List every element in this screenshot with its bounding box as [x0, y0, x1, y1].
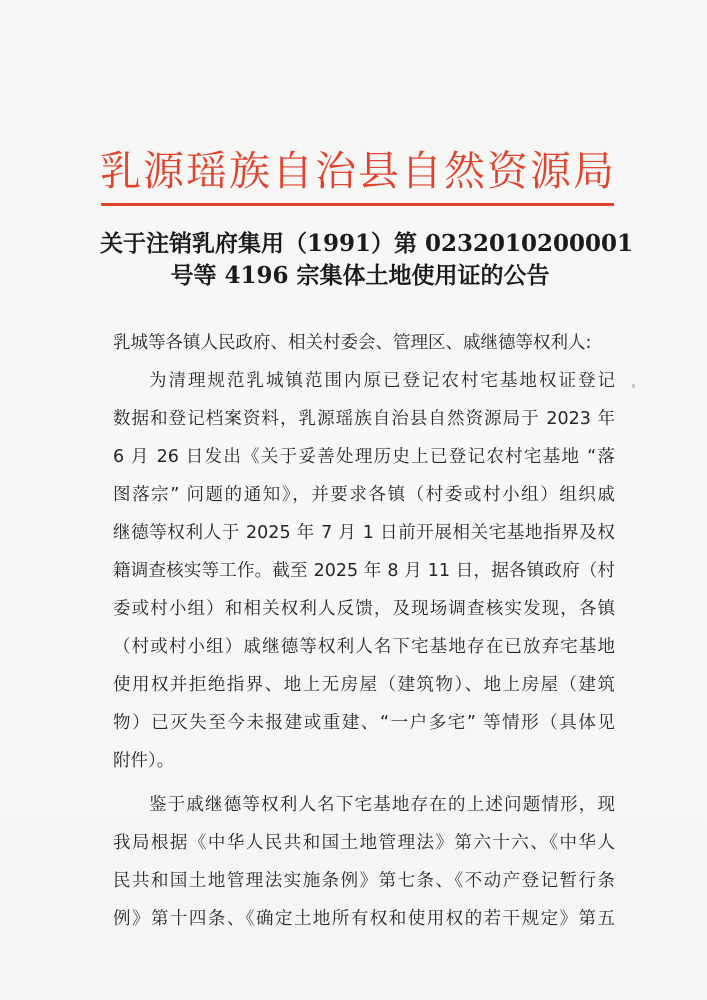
paragraph-line: 籍调查核实等工作。截至 2025 年 8 月 11 日，据各镇政府（村	[113, 561, 615, 581]
paragraph-line: 数据和登记档案资料，乳源瑶族自治县自然资源局于 2023 年	[113, 409, 615, 429]
paragraph-line: 例》第十四条、《确定土地所有权和使用权的若干规定》第五	[113, 909, 615, 929]
issuing-authority-masthead: 乳源瑶族自治县自然资源局	[100, 147, 616, 195]
paragraph-line: 我局根据《中华人民共和国土地管理法》第六十六、《中华人	[113, 833, 615, 853]
scan-artifact	[632, 384, 635, 388]
paragraph-line: 鉴于戚继德等权利人名下宅基地存在的上述问题情形，现	[149, 795, 615, 815]
paragraph-line: 附件）。	[113, 751, 175, 771]
notice-title-line-2: 号等 4196 宗集体土地使用证的公告	[170, 262, 550, 289]
paragraph-1	[113, 362, 615, 780]
notice-body	[113, 324, 615, 938]
red-header-rule	[101, 203, 614, 206]
paragraph-line: 委或村小组）和相关权利人反馈，及现场调查核实发现，各镇	[113, 599, 615, 619]
paragraph-line: 图落宗” 问题的通知》，并要求各镇（村委或村小组）组织戚	[113, 485, 615, 505]
salutation: 乳城等各镇人民政府、相关村委会、管理区、戚继德等权利人:	[113, 333, 592, 353]
paragraph-line: 6 月 26 日发出《关于妥善处理历史上已登记农村宅基地 “落	[113, 447, 615, 467]
paragraph-line: 为清理规范乳城镇范围内原已登记农村宅基地权证登记	[149, 371, 615, 391]
paragraph-line: 使用权并拒绝指界、地上无房屋（建筑物）、地上房屋（建筑	[113, 675, 615, 695]
notice-title	[100, 228, 634, 292]
paragraph-line: （村或村小组）戚继德等权利人名下宅基地存在已放弃宅基地	[113, 637, 615, 657]
paragraph-line: 物）已灭失至今未报建或重建、“一户多宅” 等情形（具体见	[113, 713, 615, 733]
paragraph-line: 继德等权利人于 2025 年 7 月 1 日前开展相关宅基地指界及权	[113, 523, 615, 543]
notice-title-line-1: 关于注销乳府集用（1991）第 0232010200001	[100, 230, 634, 257]
paragraph-2	[113, 786, 615, 938]
paragraph-line: 民共和国土地管理法实施条例》第七条、《不动产登记暂行条	[113, 871, 615, 891]
